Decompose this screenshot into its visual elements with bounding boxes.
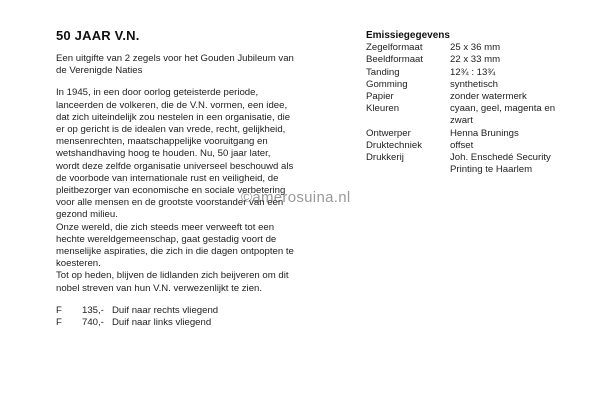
spec-value [450,67,586,79]
spec-label: Druktechniek [366,139,422,151]
intro-line: Een uitgifte van 2 zegels voor het Gouden Jubileum van [56,53,294,64]
body-line: Tot op heden, blijven de lidlanden zich beijveren om dit [56,270,289,282]
stamp-currency: F [56,304,62,316]
spec-value [450,42,586,54]
spec-label: Zegelformaat [366,42,423,54]
spec-value [450,152,586,176]
body-line: wordt deze zelfde organisatie universeel beschouwd als [56,160,294,172]
specs-column [366,30,586,176]
spec-value-line: zonder watermerk [450,91,527,103]
spec-row [366,91,586,103]
spec-row [366,42,586,54]
spec-value-line: synthetisch [450,78,498,90]
spec-value-line: Joh. Enschedé Security [450,152,551,164]
spec-label: Drukkerij [366,152,404,164]
spec-value [450,54,586,66]
spec-label: Ontwerper [366,127,411,139]
body-line: voor alle mensen en de grootste voorstander van een [56,197,284,209]
body-line: mensenrechten, maatschappelijke vooruitgang en [56,136,268,148]
body-line: dat zich uiteindelijk zou nestelen in een organisatie, die [56,111,291,123]
stamp-list [56,305,356,329]
main-text-column [56,28,356,329]
spec-value-line: cyaan, geel, magenta en [450,103,556,115]
spec-value [450,91,586,103]
spec-label: Kleuren [366,103,400,115]
spec-row [366,67,586,79]
body-line: hechte wereldgemeenschap, gaat gestadig voort de [56,233,277,245]
spec-value [450,103,586,127]
spec-value-line: 12¾ : 13¾ [450,66,496,78]
body-line: koesteren. [56,258,101,270]
spec-value-line: 22 x 33 mm [450,54,501,66]
spec-row [366,140,586,152]
spec-row [366,54,586,66]
body-line: gezond milieu. [56,209,118,221]
spec-row [366,103,586,127]
body-line: menselijke aspiraties, die zich in die dagen ontpopten te [56,246,294,258]
watermark-text: ©amerosuina.nl [241,189,351,206]
body-line: er op gericht is de idealen van vrede, recht, gelijkheid, [56,124,286,136]
stamp-item [56,305,356,317]
stamp-value: 740,- [82,317,104,329]
spec-label: Papier [366,91,394,103]
body-line: nobel streven van hun V.N. verwezenlijkt te zien. [56,282,263,294]
spec-value [450,79,586,91]
stamp-description: Duif naar links vliegend [112,317,212,329]
page-title: 50 JAAR V.N. [56,28,140,43]
spec-row [366,79,586,91]
stamp-description: Duif naar rechts vliegend [112,304,219,316]
intro-line: de Verenigde Naties [56,65,143,77]
body-line: pleitbezorger van economische en sociale verbetering [56,185,286,197]
spec-row [366,128,586,140]
spec-value-line: offset [450,139,474,151]
stamp-value: 135,- [82,304,104,316]
body-line: de voorbode van internationale rust en veiligheid, de [56,172,279,184]
spec-value [450,140,586,152]
spec-value-line: Printing te Haarlem [450,164,533,176]
spec-label: Tanding [366,66,400,78]
spec-value-line: zwart [450,115,473,127]
intro-paragraph [56,53,356,77]
spec-value [450,128,586,140]
body-line: Onze wereld, die zich steeds meer verweeft tot een [56,221,275,233]
spec-value-line: Henna Brunings [450,127,519,139]
spec-row [366,152,586,176]
spec-label: Beeldformaat [366,54,424,66]
body-line: In 1945, in een door oorlog geteisterde periode, [56,87,259,99]
body-line: lanceerden de volkeren, die de V.N. vormen, een idee, [56,99,288,111]
body-line: wetshandhaving hoog te houden. Nu, 50 jaar later, [56,148,271,160]
stamp-item [56,317,356,329]
spec-value-line: 25 x 36 mm [450,42,501,54]
specs-title: Emissiegegevens [366,30,450,41]
spec-label: Gomming [366,78,408,90]
stamp-currency: F [56,317,62,329]
